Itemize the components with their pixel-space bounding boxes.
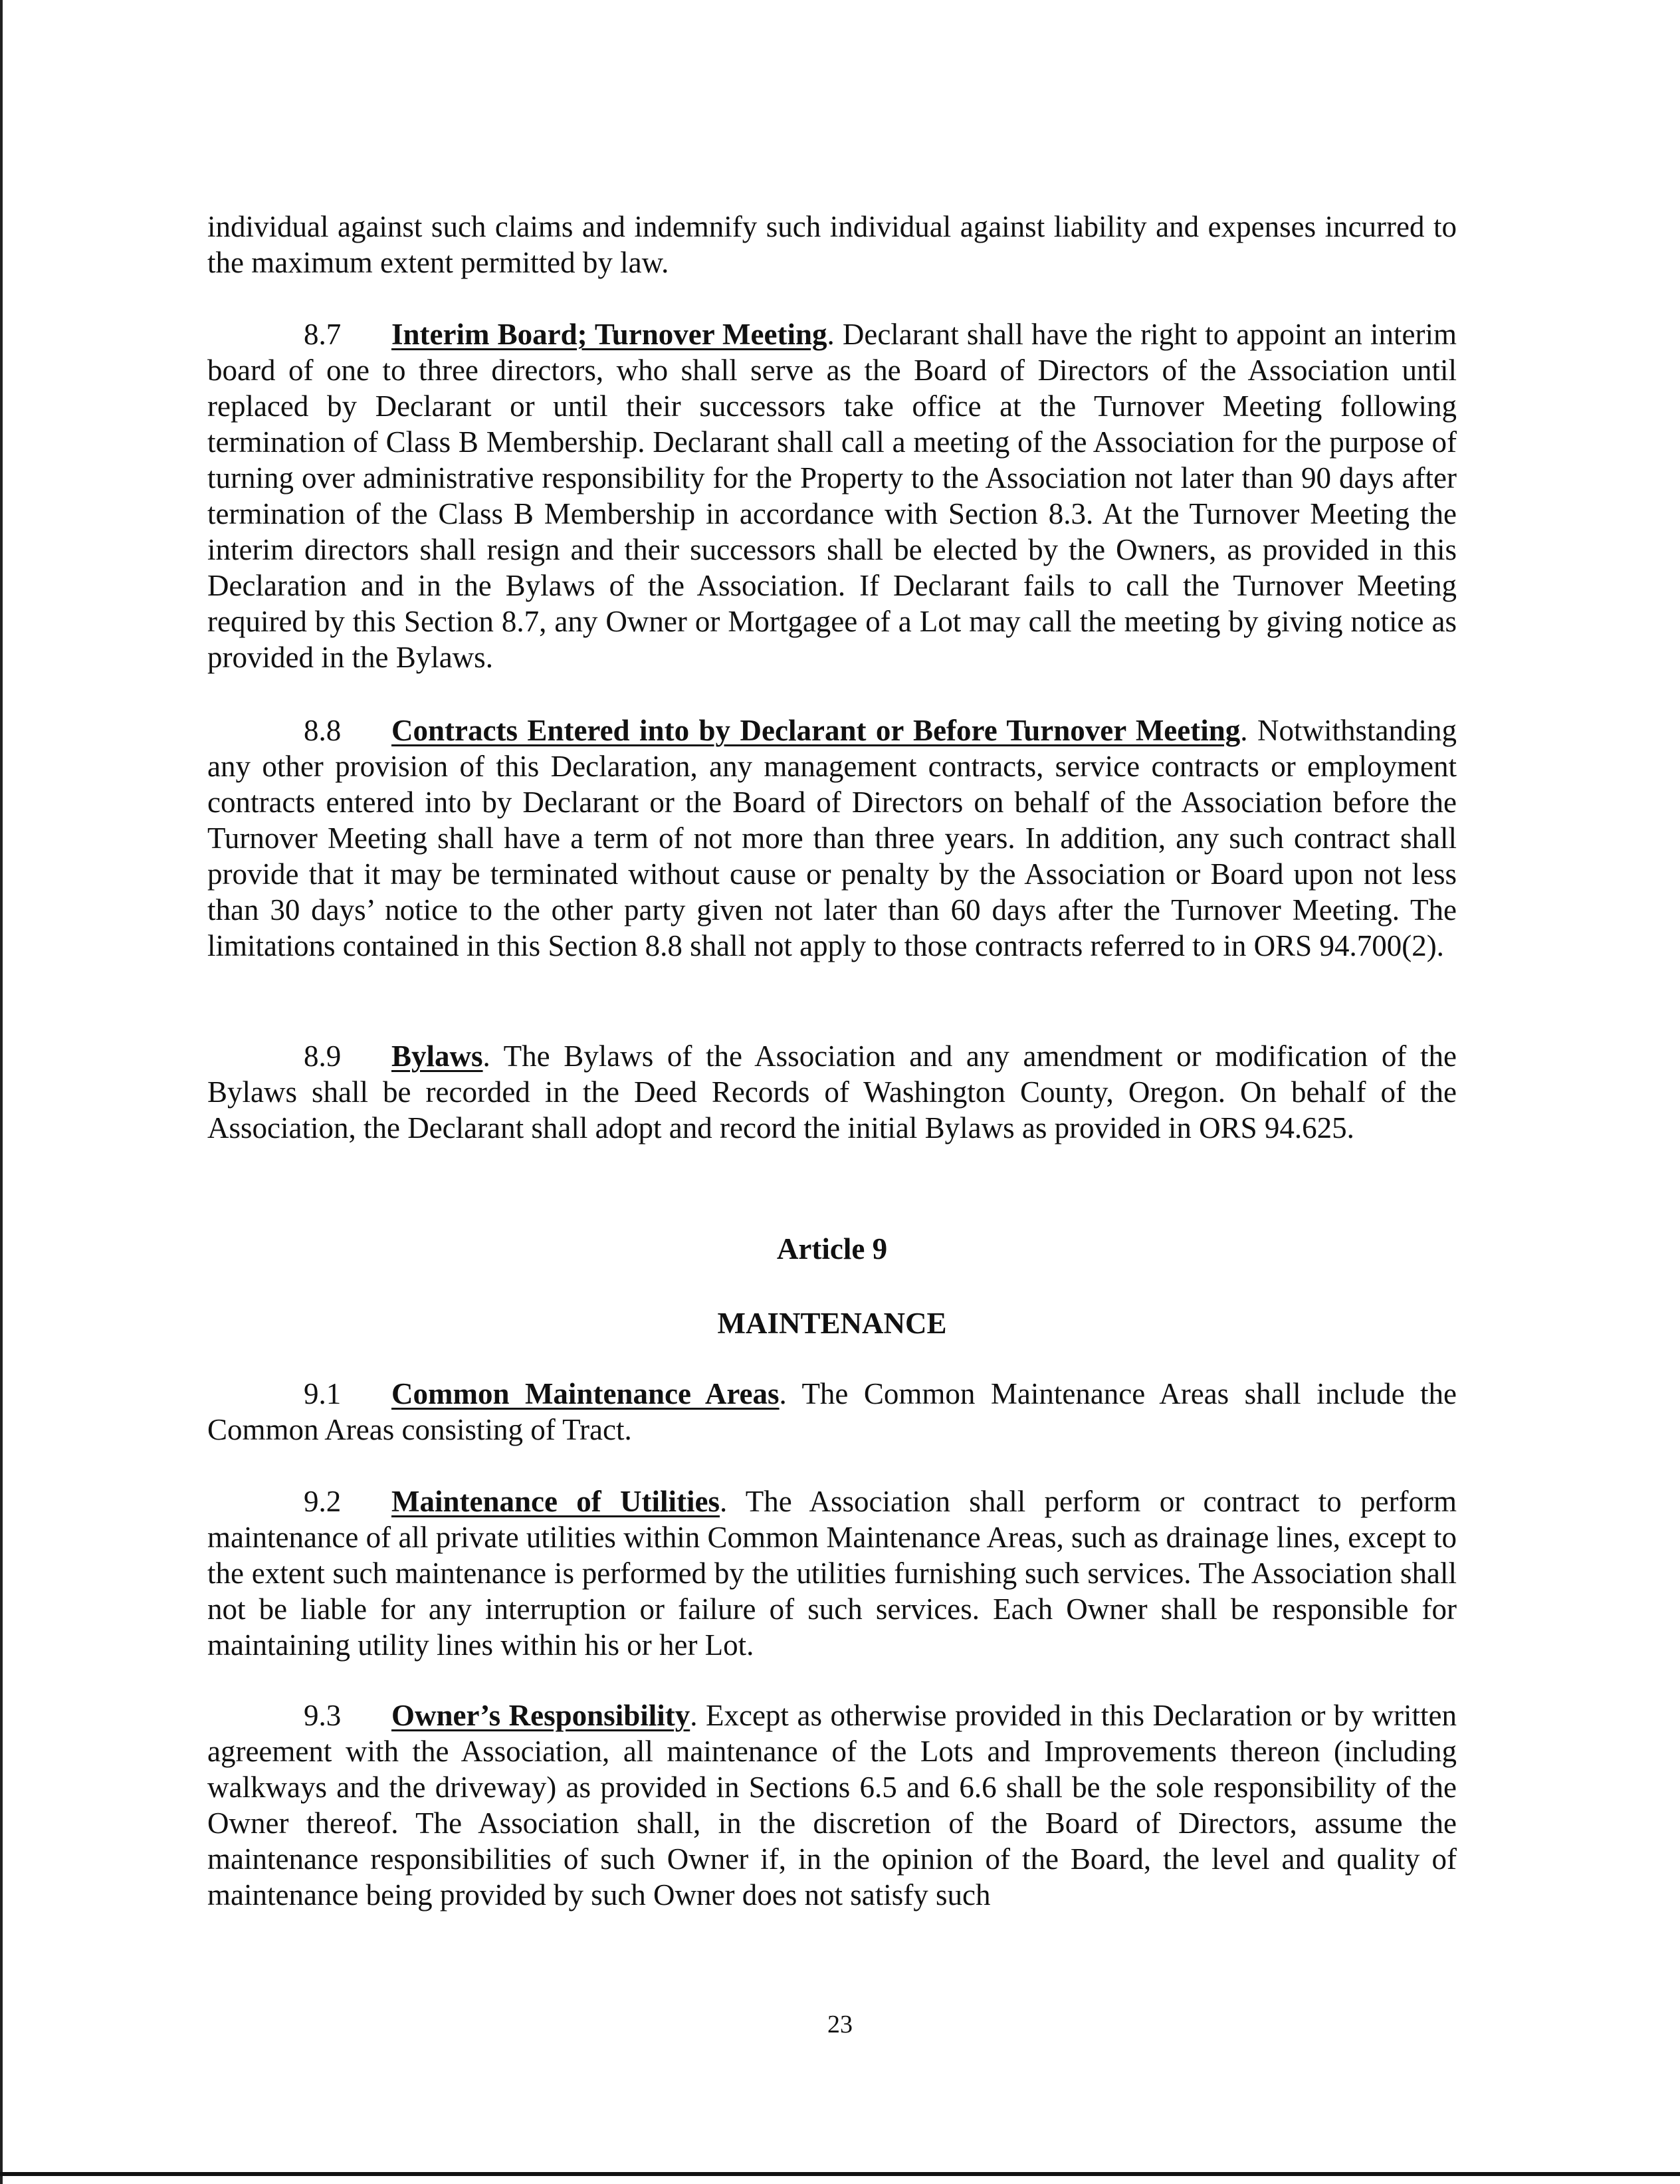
intro-paragraph: individual against such claims and indemnify such individual against liability and expenses incurred to the maximum extent permitted by law. bbox=[207, 210, 1457, 279]
page-number: 23 bbox=[827, 2011, 853, 2038]
section-title-period: . bbox=[482, 1039, 490, 1073]
section-number: 9.2 bbox=[304, 1485, 342, 1518]
section-number: 8.8 bbox=[304, 714, 342, 747]
section-9-1 bbox=[207, 1376, 1457, 1448]
section-number: 8.7 bbox=[304, 318, 342, 351]
article-heading: Article 9 bbox=[776, 1232, 888, 1265]
scan-left-edge bbox=[0, 0, 3, 2184]
section-title: Contracts Entered into by Declarant or Before Turnover Meeting bbox=[391, 714, 1241, 747]
section-title-period: . bbox=[1240, 714, 1248, 747]
section-body: The Common Maintenance Areas shall include the Common Areas consisting of Tract. bbox=[207, 1377, 1457, 1446]
section-number: 9.3 bbox=[304, 1699, 342, 1732]
section-title-period: . bbox=[827, 318, 835, 351]
section-8-8 bbox=[207, 712, 1457, 964]
scan-bottom-edge bbox=[0, 2172, 1680, 2176]
section-number: 8.9 bbox=[304, 1039, 342, 1073]
section-9-3 bbox=[207, 1697, 1457, 1913]
section-title: Interim Board; Turnover Meeting bbox=[391, 318, 827, 351]
section-body: Declarant shall have the right to appoint an interim board of one to three directors, who shall serve as the Board of Directors of the Association until replaced by Declarant or until their successors take office at the Turnover Meeting following termination of Class B Membership. Declarant shall call a meeting of the Association for the purpose of turning over administrative responsibility for the Property to the Association not later than 90 days after termination of the Class B Membership in accordance with Section 8.3. At the Turnover Meeting the interim directors shall resign and their successors shall be elected by the Owners, as provided in this Declaration and in the Bylaws of the Association. If Declarant fails to call the Turnover Meeting required by this Section 8.7, any Owner or Mortgagee of a Lot may call the meeting by giving notice as provided in the Bylaws. bbox=[207, 318, 1457, 674]
section-title: Bylaws bbox=[391, 1039, 483, 1073]
section-body: Notwithstanding any other provision of this Declaration, any management contracts, service contracts or employment contracts entered into by Declarant or the Board of Directors on behalf of the Association before the Turnover Meeting shall have a term of not more than three years. In addition, any such contract shall provide that it may be terminated without cause or penalty by the Association or Board upon not less than 30 days’ notice to the other party given not later than 60 days after the Turnover Meeting. The limitations contained in this Section 8.8 shall not apply to those contracts referred to in ORS 94.700(2). bbox=[207, 714, 1457, 962]
section-8-7 bbox=[207, 316, 1457, 675]
section-title: Maintenance of Utilities bbox=[391, 1485, 720, 1518]
section-body: The Bylaws of the Association and any amendment or modification of the Bylaws shall be recorded in the Deed Records of Washington County, Oregon. On behalf of the Association, the Declarant shall adopt and record the initial Bylaws as provided in ORS 94.625. bbox=[207, 1039, 1457, 1145]
section-9-2 bbox=[207, 1483, 1457, 1663]
section-title-period: . bbox=[690, 1699, 698, 1732]
section-title: Owner’s Responsibility bbox=[391, 1699, 690, 1732]
article-title: MAINTENANCE bbox=[717, 1307, 947, 1340]
section-title-period: . bbox=[720, 1485, 728, 1518]
section-number: 9.1 bbox=[304, 1377, 342, 1410]
section-title: Common Maintenance Areas bbox=[391, 1377, 780, 1410]
section-body: Except as otherwise provided in this Declaration or by written agreement with the Association, all maintenance of the Lots and Improvements thereon (including walkways and the driveway) as provided in Sections 6.5 and 6.6 shall be the sole responsibility of the Owner thereof. The Association shall, in the discretion of the Board of Directors, assume the maintenance responsibilities of such Owner if, in the opinion of the Board, the level and quality of maintenance being provided by such Owner does not satisfy such bbox=[207, 1699, 1457, 1911]
section-body: The Association shall perform or contract to perform maintenance of all private utilities within Common Maintenance Areas, such as drainage lines, except to the extent such maintenance is performed by the utilities furnishing such services. The Association shall not be liable for any interruption or failure of such services. Each Owner shall be responsible for maintaining utility lines within his or her Lot. bbox=[207, 1485, 1457, 1662]
section-title-period: . bbox=[779, 1377, 787, 1410]
section-8-9 bbox=[207, 1038, 1457, 1146]
